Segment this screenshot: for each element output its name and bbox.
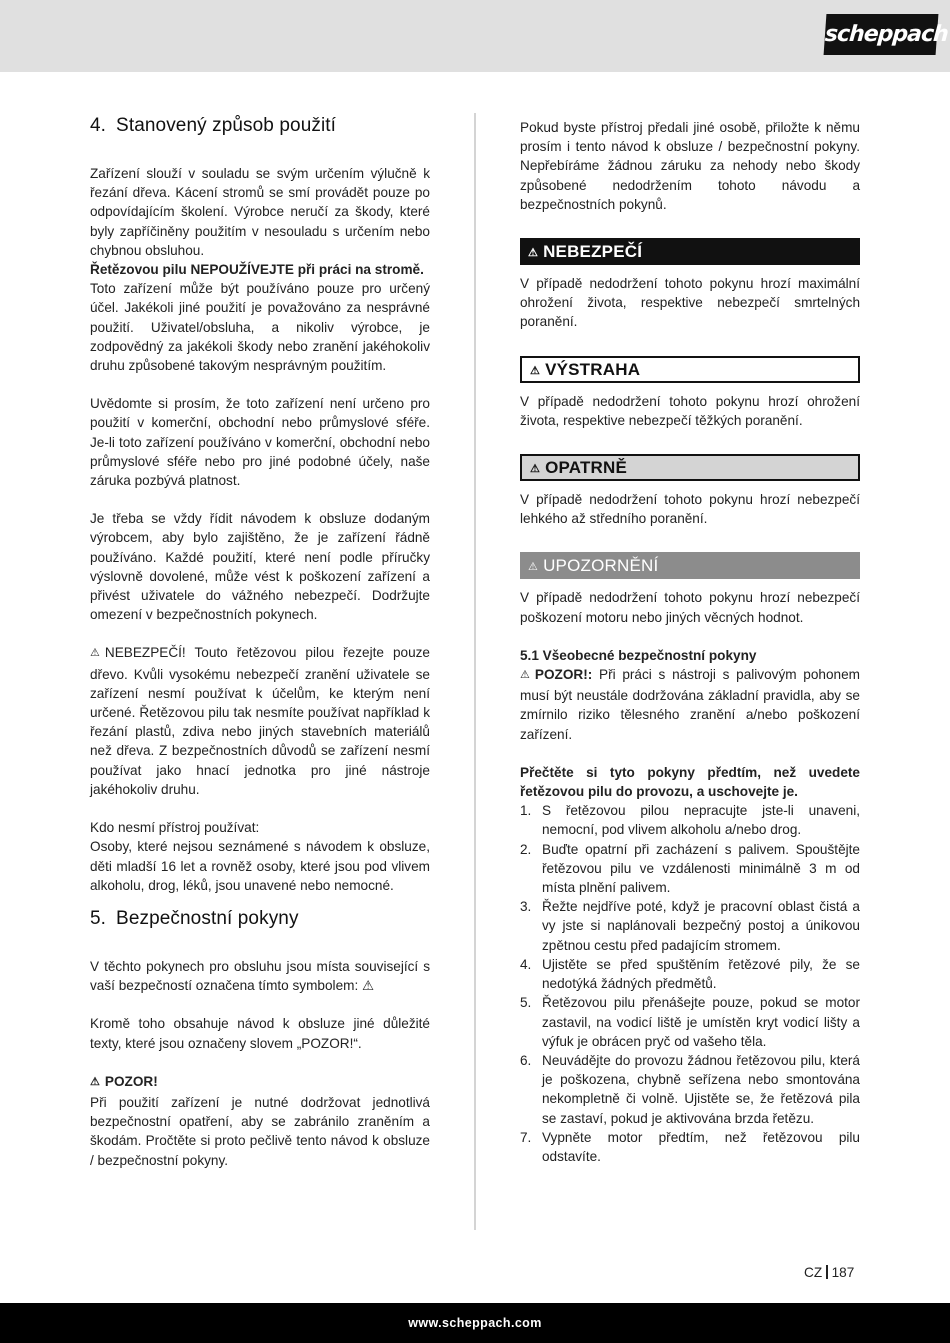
- safety-list: [520, 801, 860, 1166]
- notice-text: V případě nedodržení tohoto pokynu hrozí nebezpečí poškození motoru nebo jiných věcných hodnot.: [520, 590, 860, 625]
- section-4-who-text: Osoby, které nejsou seznámené s návodem k obsluze, děti mladší 16 let a rovněž osoby, které jsou pod vlivem alkoholu, drog, léků, jsou unavené nebo nemocné.: [90, 839, 430, 893]
- list-item: 7. Vypněte motor předtím, než řetězovou pilu odstavíte.: [520, 1129, 860, 1164]
- section-5-1-text: Při práci s nástroji s palivovým pohonem musí být neustále dodržována základní pravidla, aby se zmírnilo riziko tělesného zranění a/nebo poškození zařízení.: [520, 667, 860, 742]
- section-4-danger-text: NEBEZPEČÍ! Touto řetězovou pilou řezejte pouze dřevo. Kvůli vysokému nebezpečí zranění uživatele se zařízení nesmí používat k účelům, ke kterým není určené. Řetězovou pilu tak nesmíte používat například k řezání plastů, zdiva nebo jiných stavebních materiálů než dřeva. Z bezpečnostních důvodů se zařízení nesmí používat jako hnací jednotka pro jiné nástroje jakéhokoliv druhu.: [90, 645, 430, 797]
- danger-label: NEBEZPEČÍ: [543, 242, 643, 262]
- section-4-number: 4.: [90, 115, 107, 136]
- section-5-paragraph-2: Kromě toho obsahuje návod k obsluze jiné důležité texty, které jsou označeny slovem „POZOR!“.: [90, 1016, 430, 1051]
- list-item: 3. Řežte nejdříve poté, když je pracovní oblast čistá a vy jste si naplánovali bezpečný postoj a únikovou zpětnou cestu před padajícím stromem.: [520, 899, 860, 953]
- caution-text: V případě nedodržení tohoto pokynu hrozí nebezpečí lehkého až středního poranění.: [520, 492, 860, 527]
- footer-bar: [0, 1303, 950, 1343]
- section-5-title: Bezpečnostní pokyny: [116, 907, 299, 929]
- caution-box: [520, 454, 860, 481]
- read-instructions-bold: Přečtěte si tyto pokyny předtím, než uvedete řetězovou pilu do provozu, a uschovejte je.: [520, 764, 860, 800]
- list-item: 2. Buďte opatrní při zacházení s palivem. Spouštějte řetězovou pilu ve vzdálenosti minimálně 3 m od místa plnění palivem.: [520, 841, 860, 896]
- warning-box: [520, 356, 860, 383]
- column-divider: [474, 113, 476, 1230]
- section-5-1-paragraph: [520, 665, 860, 744]
- header-bar: [0, 0, 950, 72]
- warning-label: VÝSTRAHA: [545, 359, 641, 379]
- list-item: 1. S řetězovou pilou nepracujte jste-li unaveni, nemocní, pod vlivem alkoholu a/nebo drog.: [520, 803, 860, 838]
- notice-label: UPOZORNĚNÍ: [543, 556, 659, 576]
- danger-text: V případě nedodržení tohoto pokynu hrozí maximální ohrožení života, respektive nebezpečí smrtelných poranění.: [520, 276, 860, 330]
- section-5-pozor-heading: [90, 1072, 430, 1093]
- list-item: 4. Ujistěte se před spuštěním řetězové pily, že se nedotýká žádných předmětů.: [520, 956, 860, 992]
- caution-label: OPATRNĚ: [545, 458, 628, 478]
- section-4-paragraph-1: Zařízení slouží v souladu se svým určením výlučně k řezání dřeva. Kácení stromů se smí provádět pouze po odpovídajícím školení. Výrobce neručí za škody, které byly zapříčiněny použitím v nesouladu s určením nebo chybnou obsluhou.: [90, 166, 430, 258]
- warning-triangle-icon: ⚠: [520, 669, 530, 682]
- list-item: 5. Řetězovou pilu přenášejte pouze, pokud se motor zastavil, na vodicí liště je umístěn kryt vodicí lišty a výfuk je obrácen pryč od vašeho těla.: [520, 995, 860, 1049]
- right-column: [520, 118, 860, 1166]
- page-separator: [826, 1265, 828, 1279]
- page-number: [804, 1265, 854, 1280]
- right-intro-paragraph: Pokud byste přístroj předali jiné osobě, přiložte k němu prosím i tento návod k obsluze / bezpečnostní pokyny. Nepřebíráme žádnou záruku za nehody nebo škody způsobené nedodržením tohoto návodu a bezpečnostních pokynů.: [520, 120, 860, 212]
- footer-url[interactable]: www.scheppach.com: [408, 1316, 542, 1330]
- danger-box: [520, 238, 860, 265]
- section-4-who-title: Kdo nesmí přístroj používat:: [90, 820, 260, 836]
- section-4-heading: [90, 112, 430, 140]
- section-5-pozor-label: POZOR!: [104, 1073, 158, 1089]
- scheppach-logo: scheppach: [824, 14, 939, 55]
- section-5-paragraph-1: V těchto pokynech pro obsluhu jsou místa související s vaší bezpečností označena tímto symbolem: ⚠: [90, 958, 430, 994]
- section-5-number: 5.: [90, 907, 107, 929]
- warning-triangle-icon: ⚠: [530, 463, 541, 476]
- section-4-paragraph-1b: Toto zařízení může být používáno pouze pro určený účel. Jakékoli jiné použití je považováno za nesprávné použití. Uživatel/obsluha, a nikoliv výrobce, je zodpovědný za jakékoli škody nebo zranění jakéhokoliv druhu způsobené takovým nesprávným použitím.: [90, 281, 430, 374]
- warning-triangle-icon: ⚠: [528, 247, 539, 260]
- left-column: [90, 112, 430, 1170]
- warning-triangle-icon: ⚠: [528, 561, 539, 574]
- section-5-paragraph-3: Při použití zařízení je nutné dodržovat jednotlivá bezpečnostní opatření, aby se zabránilo zraněním a škodám. Pročtěte si proto pečlivě tento návod k obsluze / bezpečnostní pokyny.: [90, 1094, 430, 1168]
- warning-triangle-icon: ⚠: [90, 647, 100, 660]
- page-number-value: 187: [831, 1265, 855, 1280]
- section-4-danger-paragraph: [90, 643, 430, 799]
- section-4-paragraph-3: Je třeba se vždy řídit návodem k obsluze dodaným výrobcem, aby bylo zajištěno, že je zařízení řádně používáno. Každé použití, které není podle příručky výslovně dovolené, může vést k poškození zařízení a přivést uživatele do vážného nebezpečí. Dodržujte omezení v bezpečnostních pokynech.: [90, 511, 430, 623]
- section-5-heading: [90, 905, 430, 933]
- page-language: CZ: [804, 1265, 823, 1280]
- section-4-paragraph-2: Uvědomte si prosím, že toto zařízení není určeno pro použití v komerční, obchodní nebo průmyslové sféře. Je-li toto zařízení používáno v komerční, obchodní nebo průmyslové sféře nebo pro jiné podobné účely, naše záruka pozbývá platnost.: [90, 396, 430, 489]
- warning-triangle-icon: ⚠: [90, 1075, 100, 1088]
- section-5-1-pozor-label: POZOR!:: [534, 667, 593, 683]
- list-item: 6. Neuvádějte do provozu žádnou řetězovou pilu, která je poškozena, chybně seřízena nebo smontována nekompletně či volně. Ujistěte se, že řetězová pila se zastaví, pokud je aktivována brzda řetězu.: [520, 1052, 860, 1126]
- warning-triangle-icon: ⚠: [530, 364, 541, 377]
- section-4-title: Stanovený způsob použití: [116, 115, 337, 136]
- warning-text: V případě nedodržení tohoto pokynu hrozí ohrožení života, respektive nebezpečí těžkých poranění.: [520, 393, 860, 428]
- notice-box: [520, 552, 860, 579]
- section-5-1-title: 5.1 Všeobecné bezpečnostní pokyny: [520, 647, 757, 663]
- section-4-bold-warning: Řetězovou pilu NEPOUŽÍVEJTE při práci na stromě.: [90, 262, 424, 278]
